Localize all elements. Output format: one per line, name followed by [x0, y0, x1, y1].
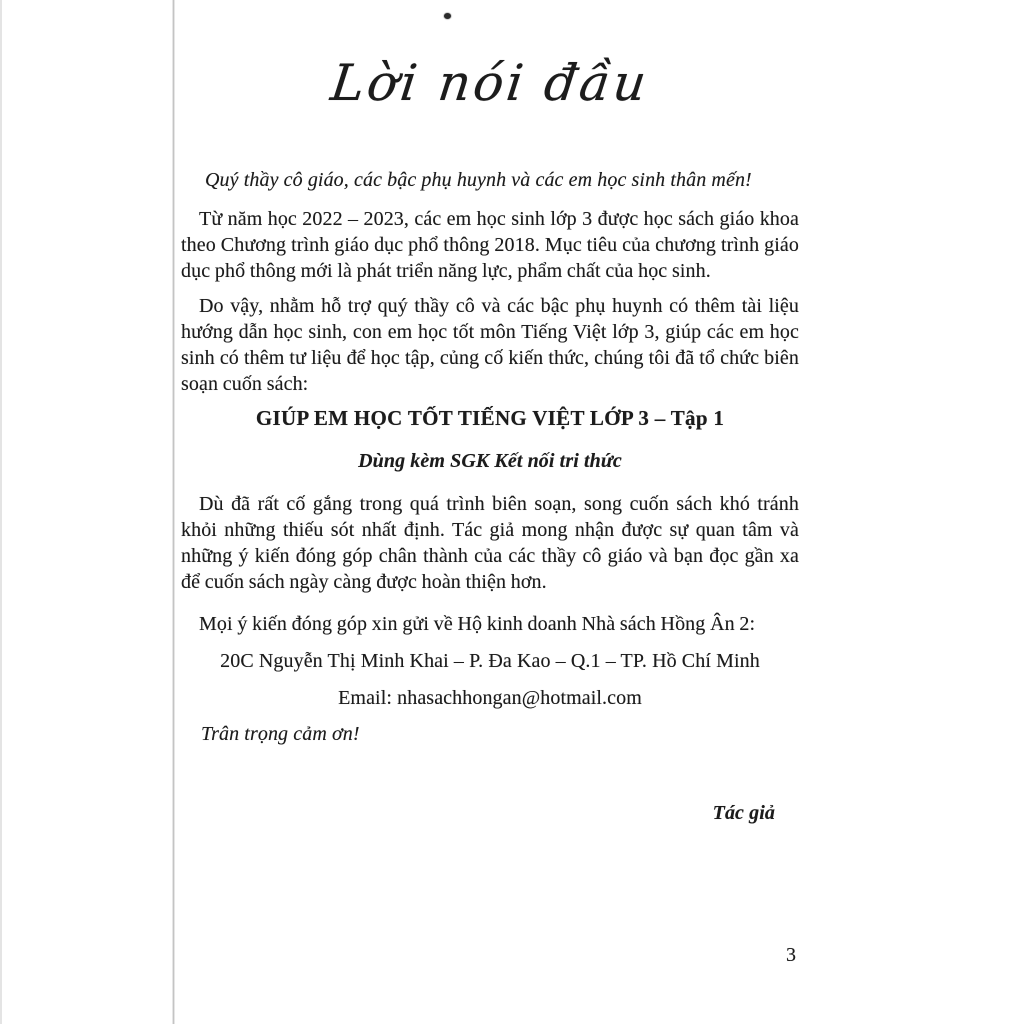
page-number: 3: [786, 944, 796, 966]
closing-line: Trân trọng cảm ơn!: [201, 723, 360, 745]
address-line: 20C Nguyễn Thị Minh Khai – P. Đa Kao – Q.1 – TP. Hồ Chí Minh: [220, 650, 760, 672]
paragraph-purpose: Do vậy, nhằm hỗ trợ quý thầy cô và các bậc phụ huynh có thêm tài liệu hướng dẫn học sinh, con em học tốt môn Tiếng Việt lớp 3, giúp các em học sinh có thêm tư liệu để học tập, củng cố kiến thức, chúng tôi đã tổ chức biên soạn cuốn sách:: [181, 295, 799, 395]
book-title: GIÚP EM HỌC TỐT TIẾNG VIỆT LỚP 3 – Tập 1: [255, 406, 725, 430]
paragraph-school-year: Từ năm học 2022 – 2023, các em học sinh lớp 3 được học sách giáo khoa theo Chương trình giáo dục phổ thông 2018. Mục tiêu của chương trình giáo dục phổ thông mới là phát triển năng lực, phẩm chất của học sinh.: [181, 208, 799, 282]
paragraph-apology: Dù đã rất cố gắng trong quá trình biên soạn, song cuốn sách khó tránh khỏi những thiếu sót nhất định. Tác giả mong nhận được sự quan tâm và những ý kiến đóng góp chân thành của các thầy cô giáo và bạn đọc gần xa để cuốn sách ngày càng được hoàn thiện hơn.: [181, 493, 799, 593]
author-signature: Tác giả: [712, 802, 775, 824]
page-edge-shadow-line: [172, 0, 175, 1024]
email-line: Email: nhasachhongan@hotmail.com: [338, 687, 642, 709]
page-content: [181, 0, 799, 1024]
chapter-title: Lời nói đầu: [327, 54, 653, 112]
book-subtitle: Dùng kèm SGK Kết nối tri thức: [358, 450, 622, 472]
greeting-line: Quý thầy cô giáo, các bậc phụ huynh và các em học sinh thân mến!: [205, 169, 752, 191]
scan-outer-edge-line: [0, 0, 2, 1024]
paragraph-feedback: Mọi ý kiến đóng góp xin gửi về Hộ kinh doanh Nhà sách Hồng Ân 2:: [199, 613, 756, 635]
